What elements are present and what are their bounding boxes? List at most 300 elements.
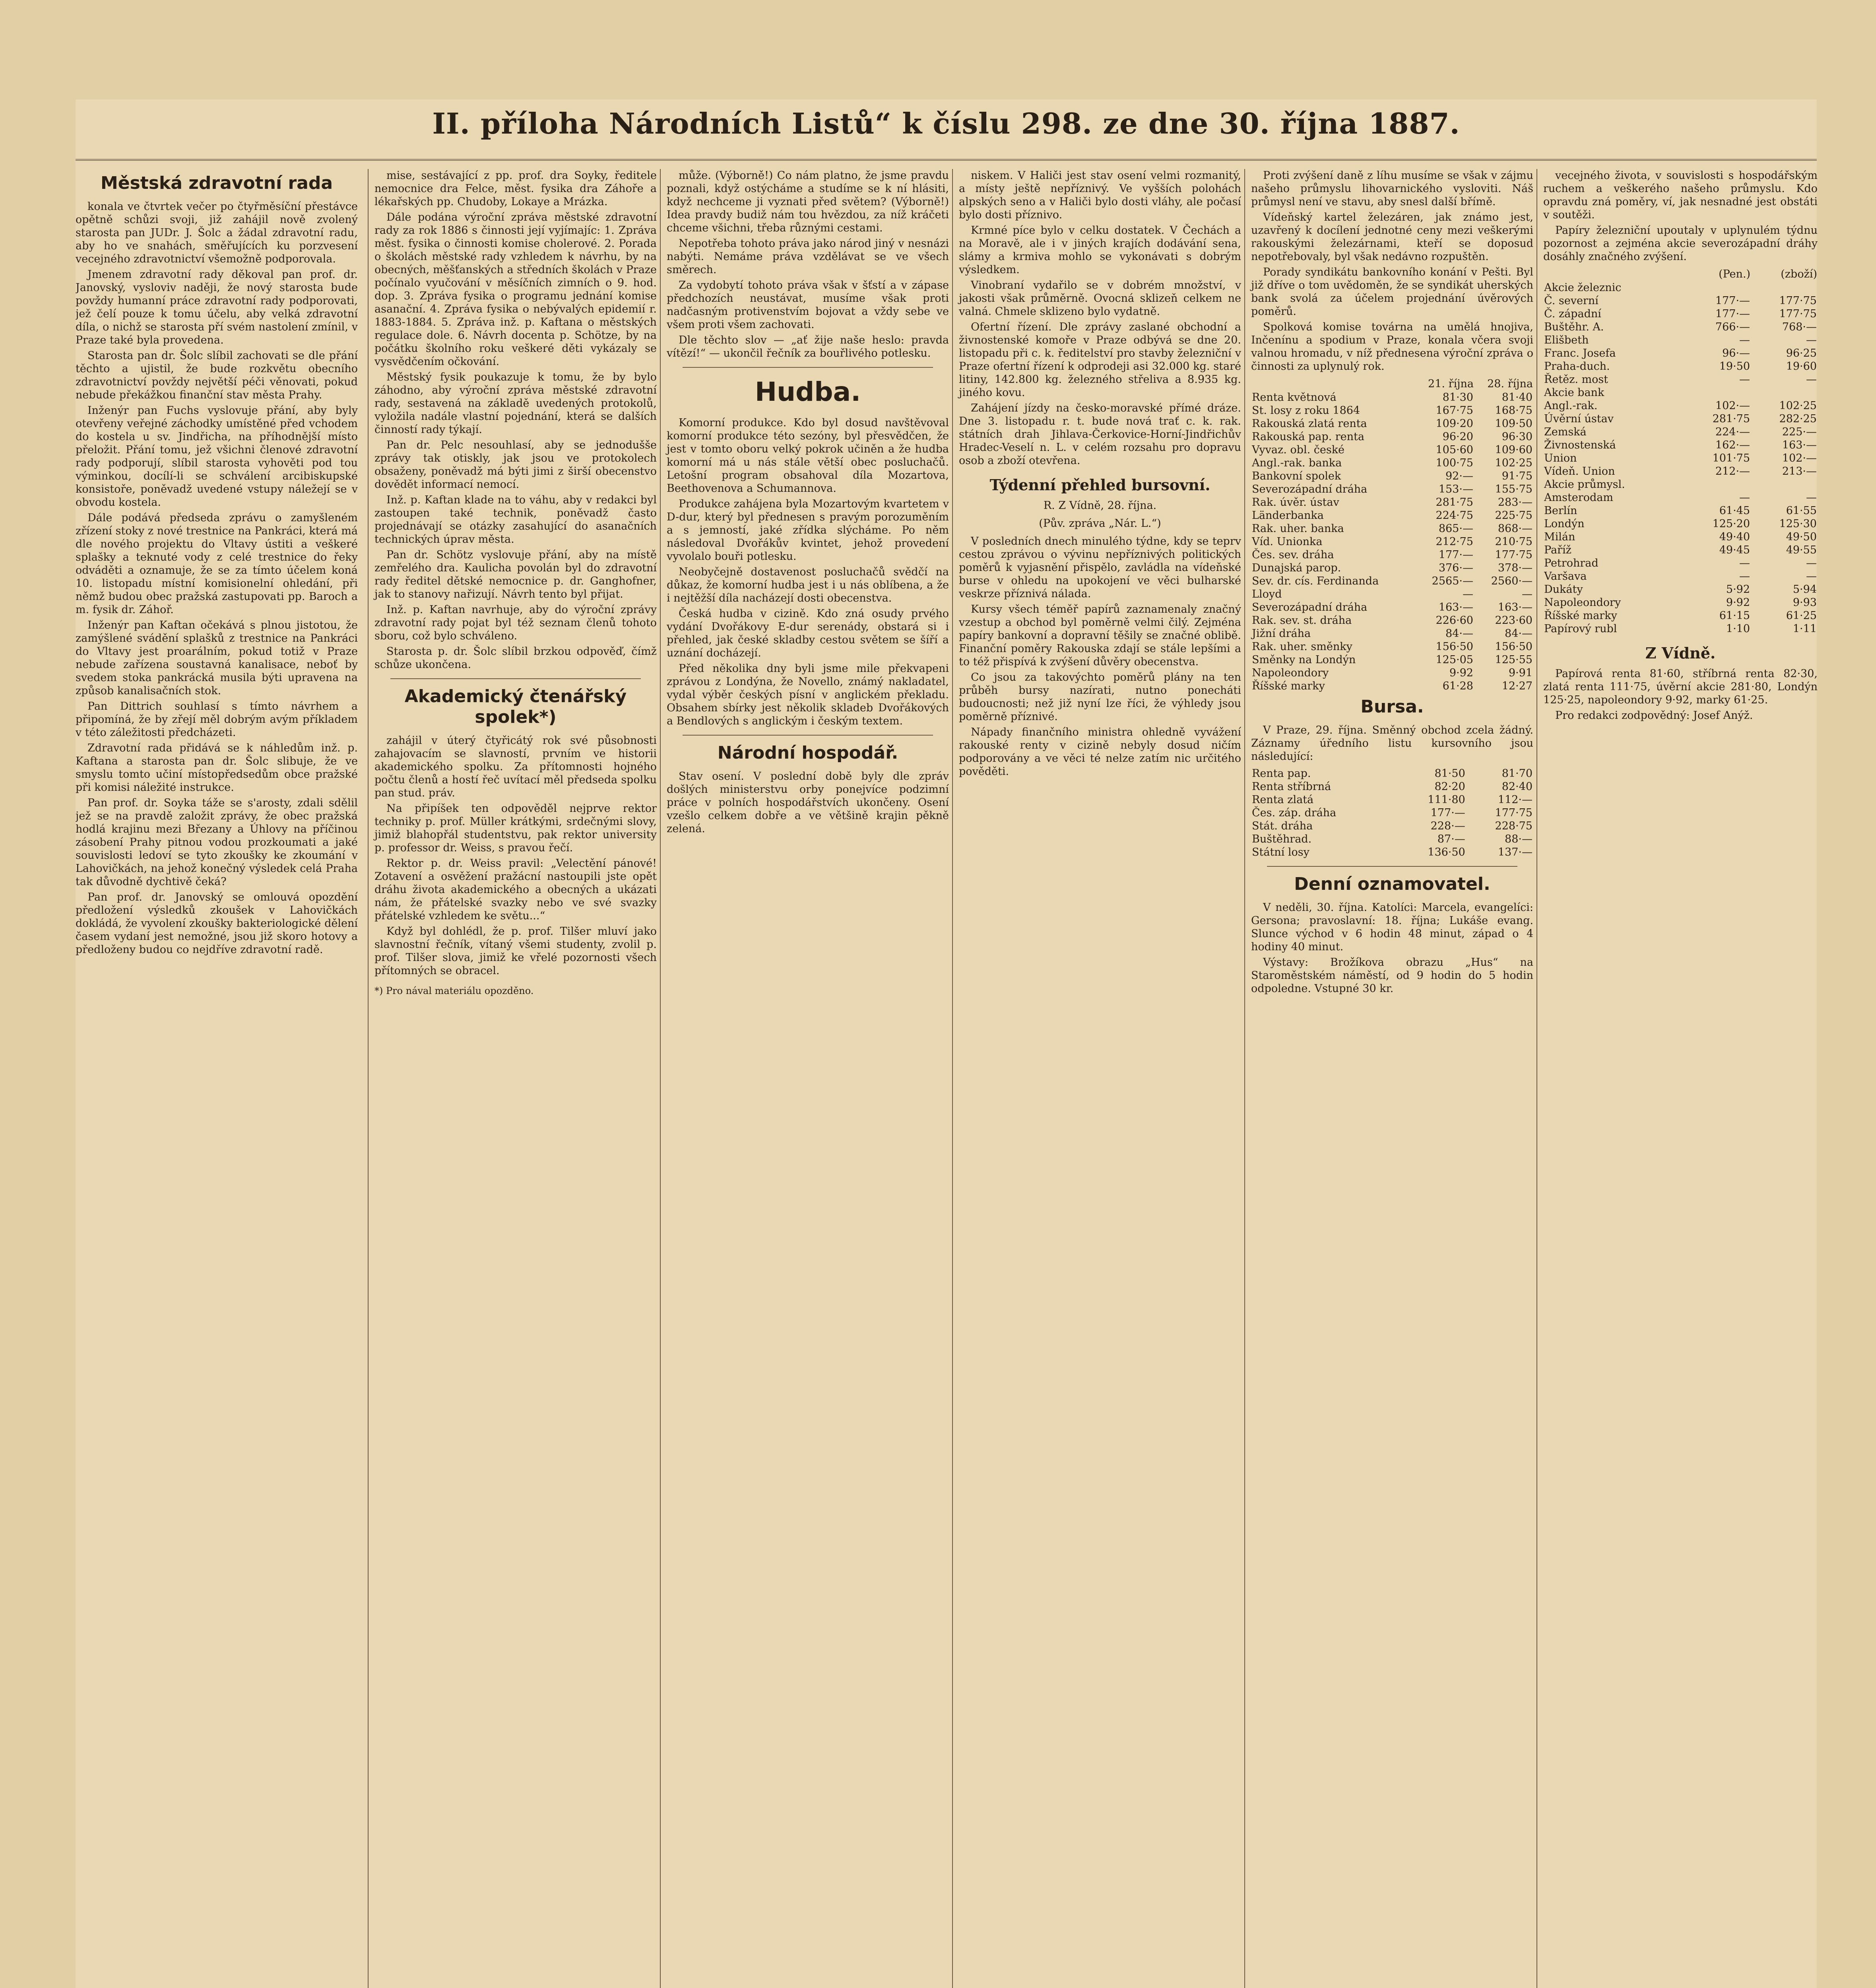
quote-value: 61·55	[1786, 505, 1817, 517]
paragraph: Výstavy: Brožíkova obrazu „Hus“ na Staroměstském náměstí, od 9 hodin do 5 hodin odpoledne. Vstupné 30 kr.	[1251, 956, 1533, 995]
quote-row	[1543, 294, 1818, 307]
paragraph: Starosta p. dr. Šolc slíbil brzkou odpověď, čímž schůze ukončena.	[374, 645, 657, 671]
quote-label: St. losy z roku 1864	[1252, 404, 1360, 417]
quote-value: 84·—	[1505, 627, 1533, 640]
quote-value: 49·45	[1719, 544, 1750, 556]
quote-row	[1543, 622, 1818, 635]
quote-value: 155·75	[1495, 483, 1533, 495]
quote-value: 1·10	[1726, 623, 1750, 635]
quotes-date-2: 28. října	[1487, 378, 1533, 390]
quote-row	[1251, 483, 1533, 496]
quote-label: Živnostenská	[1544, 439, 1616, 451]
quote-label: Vyvaz. obl. české	[1252, 444, 1345, 456]
paragraph: Rektor p. dr. Weiss pravil: „Velectění pánové! Zotavení a osvěžení pražácní nastoupili jste opět dráhu života akademického a obecných a ukázati nám, že přátelské svazky nebo ve své svazky přátelské vzhledem ke světu...“	[374, 857, 657, 922]
footnote: *) Pro nával materiálu opozděno.	[374, 985, 534, 996]
paragraph: Neobyčejně dostavenost posluchačů svědčí na důkaz, že komorní hudba jest i u nás oblíbena, a že i nejtěžší díla nacházejí dosti obecenstva.	[667, 566, 949, 604]
quote-row	[1251, 496, 1533, 509]
paragraph: Stav osení. V poslední době byly dle zpráv došlých ministerstvu orby ponejvíce podzimní práce v polních hospodářstvích ukončeny. Osení vzešlo celkem dobře a ve většině krajin pěkně zelená.	[667, 770, 949, 835]
quote-value: 226·60	[1436, 614, 1473, 627]
paragraph: Komorní produkce. Kdo byl dosud navštěvoval komorní produkce této sezóny, byl přesvědčen, že jest v tomto oboru velký pokrok učiněn a že hudba komorní má u nás stále větší obec posluchačů. Letošní program obsahoval díla Mozartova, Beethovenova a Schumannova.	[667, 417, 949, 495]
paragraph: Nápady finančního ministra ohledně vyvážení rakouské renty v cizině nebyly dosud ničím podporovány a ve věci té nelze zatím nic určitého pověděti.	[959, 726, 1241, 778]
quote-label: Říšské marky	[1252, 680, 1325, 692]
quote-label: Rak. uher. směnky	[1252, 641, 1352, 653]
paragraph: Dále podává předseda zprávu o zamyšleném zřízení stoky z nové trestnice na Pankráci, která má dle nového projektu do Vltavy ústiti a veškeré splašky a teknuté vody z celé trestnice do řeky odváděti a oznamuje, že se za tímto účelem koná 10. listopadu místní komisionelní ohledání, při němž budou obec pražská zastupovati pp. Baroch a m. fysik dr. Záhoř.	[76, 512, 358, 616]
quote-value: 111·80	[1428, 794, 1465, 806]
quote-value: 49·50	[1786, 531, 1817, 543]
quote-value: 88·—	[1505, 833, 1533, 845]
quote-row	[1251, 522, 1533, 535]
quote-value: 225·75	[1495, 509, 1533, 522]
masthead-title: II. příloha Národních Listů“ k číslu 298. ze dne 30. října 1887.	[432, 107, 1460, 140]
quote-label: Akcie průmysl.	[1544, 478, 1625, 491]
quote-label: Rak. úvěr. ústav	[1252, 496, 1339, 509]
article-body	[374, 734, 657, 977]
quote-row	[1251, 780, 1533, 793]
quote-label: Lloyd	[1252, 588, 1282, 600]
quote-label: Státní losy	[1252, 846, 1310, 858]
quote-value: —	[1806, 334, 1817, 346]
quote-label: Dunajská parop.	[1252, 562, 1341, 574]
quote-value: 102·—	[1782, 452, 1817, 464]
quote-label: Papírový rubl	[1544, 623, 1617, 635]
paragraph: Papírová renta 81·60, stříbrná renta 82·30, zlatá renta 111·75, úvěrní akcie 281·80, Londýn 125·25, napoleondory 9·92, marky 61·25.	[1543, 668, 1818, 706]
quote-row	[1251, 391, 1533, 404]
quote-row	[1543, 307, 1818, 320]
article-body	[1543, 169, 1818, 263]
section-heading-weekly-bourse: Týdenní přehled bursovní.	[989, 476, 1211, 494]
article-body	[959, 169, 1241, 467]
paragraph: Papíry železniční upoutaly v uplynulém týdnu pozornost a zejména akcie severozápadní dráhy dosáhly značného zvýšení.	[1543, 224, 1818, 263]
quote-value: 96·30	[1502, 431, 1533, 443]
article-heading-academic-reading-club: Akademický čtenářský spolek*)	[404, 686, 627, 727]
quote-label: Napoleondory	[1252, 667, 1329, 679]
quote-value: 49·40	[1719, 531, 1750, 543]
quote-row	[1251, 640, 1533, 653]
quote-value: 125·20	[1712, 518, 1750, 530]
quote-label: Úvěrní ústav	[1544, 413, 1614, 425]
quote-row	[1251, 819, 1533, 833]
paragraph: niskem. V Haliči jest stav osení velmi rozmanitý, a místy ještě nepříznivý. Ve vyšších polohách alpských seno a v Haliči bylo dosti vláhy, ale počasí bylo dosti příznivo.	[959, 169, 1241, 221]
quote-label: Akcie bank	[1544, 386, 1604, 399]
quote-label: Stát. dráha	[1252, 820, 1313, 832]
quote-value: 87·—	[1437, 833, 1465, 845]
quote-value: —	[1462, 588, 1473, 600]
quote-row	[1543, 530, 1818, 544]
quote-value: 177·75	[1495, 807, 1533, 819]
article-body	[1251, 901, 1533, 995]
newspaper-page	[76, 99, 1817, 1988]
quote-value: 2560·—	[1491, 575, 1533, 587]
quote-row	[1251, 417, 1533, 430]
quote-value: 82·40	[1502, 780, 1533, 793]
quote-value: 91·75	[1502, 470, 1533, 482]
quote-label: Londýn	[1544, 518, 1585, 530]
quote-value: 177·—	[1715, 295, 1750, 307]
quote-label: Renta květnová	[1252, 391, 1337, 404]
quote-row	[1543, 478, 1818, 491]
paragraph: Česká hudba v cizině. Kdo zná osudy prvého vydání Dvořákovy E-dur serenády, obstará si i přehled, jak české skladby cestou světem se šíří a uznání docházejí.	[667, 608, 949, 659]
article-body	[374, 169, 657, 671]
quote-value: —	[1522, 588, 1533, 600]
quote-value: 19·60	[1786, 360, 1817, 373]
quote-value: 84·—	[1445, 627, 1473, 640]
quote-label: Říšské marky	[1544, 610, 1617, 622]
section-heading-bursa: Bursa.	[1360, 697, 1424, 717]
quote-row	[1543, 596, 1818, 609]
quote-value: 281·75	[1712, 413, 1750, 425]
quote-row	[1251, 588, 1533, 601]
quote-value	[1684, 386, 1751, 399]
article-heading-city-health-council: Městská zdravotní rada	[100, 173, 333, 193]
quote-value: 49·55	[1786, 544, 1817, 556]
paragraph: zahájil v úterý čtyřicátý rok své působnosti zahajovacím se slavností, prvním ve historii akademického spolku. Za přítomnosti hojného počtu členů a hostí řeč uvítací měl předseda spolku pan stud. práv.	[374, 734, 657, 799]
quote-value: 82·20	[1434, 780, 1465, 793]
quote-value: 210·75	[1495, 536, 1533, 548]
section-divider	[390, 678, 641, 679]
quote-value: 228·75	[1495, 820, 1533, 832]
rates-table	[1251, 767, 1533, 859]
quote-value: 5·94	[1793, 583, 1817, 596]
quote-label: Union	[1544, 452, 1577, 464]
paragraph: mise, sestávající z pp. prof. dra Soyky, ředitele nemocnice dra Felce, měst. fysika dra Záhoře a lékařských pp. Chudoby, Lokaye a Mrázka.	[374, 169, 657, 208]
quote-label: Čes. sev. dráha	[1252, 549, 1334, 561]
quote-value: 125·05	[1436, 654, 1473, 666]
quote-value: 9·91	[1508, 667, 1533, 679]
paragraph: konala ve čtvrtek večer po čtyřměsíční přestávce opětně schůzi svoji, již zahájil nově zvolený starosta pan JUDr. J. Šolc a žádal zdravotní radu, aby ho ve snahách, směřujících ku porzvesení vecejného zdravotnictví všemožně podporovala.	[76, 200, 358, 265]
quote-row	[1251, 509, 1533, 522]
quote-value	[1684, 281, 1751, 294]
column-3	[660, 169, 949, 1988]
quote-row	[1543, 544, 1818, 557]
quote-label: Severozápadní dráha	[1252, 483, 1368, 495]
quote-value: 137·—	[1498, 846, 1533, 858]
quote-value: 281·75	[1436, 496, 1473, 509]
quote-row	[1251, 846, 1533, 859]
quote-value: 81·70	[1502, 767, 1533, 780]
column-5	[1244, 169, 1533, 1988]
column-1	[76, 169, 358, 1988]
quote-value: 105·60	[1436, 444, 1473, 456]
article-body	[667, 169, 949, 360]
quote-value: 61·28	[1442, 680, 1473, 692]
quote-label: Bankovní spolek	[1252, 470, 1341, 482]
paragraph: Dále podána výroční zpráva městské zdravotní rady za rok 1886 s činnosti její vyjímajíc: 1. Zpráva měst. fysika o činnosti komise cholerové. 2. Porada o školách městské rady vzhledem k návrhu, by na obecných, měšťanských a středních školách v Praze počínalo vyučování v měsíčních zimních o 9. hod. dop. 3. Zpráva fysika o programu jednání komise asanační. 4. Zpráva fysika o nebývalých epidemií r. 1883-1884. 5. Zpráva inž. p. Kaftana o městských regulace dole. 6. Návrh docenta p. Schötze, by na počátku školního roku veškeré děti vykázaly se vysvědčením očkování.	[374, 211, 657, 368]
quote-value: 125·30	[1779, 518, 1817, 530]
quote-label: Buštěhr. A.	[1544, 321, 1604, 333]
quote-row	[1543, 570, 1818, 583]
quote-value: 768·—	[1782, 321, 1817, 333]
quote-row	[1251, 666, 1533, 679]
quote-value: 163·—	[1438, 601, 1473, 613]
bank-quotes-table	[1543, 267, 1818, 635]
quote-row	[1543, 347, 1818, 360]
quote-row	[1543, 360, 1818, 373]
quote-row	[1543, 504, 1818, 517]
quote-value	[1684, 478, 1751, 491]
paragraph: Inženýr pan Kaftan očekává s plnou jistotou, že zamýšlené svádění splašků z trestnice na Pankráci do Vltavy jest proarálním, pokud totiž v Praze nebude zařízena soustavná kanalisace, neboť by svedem stoka pankrácká musila býti upravena na způsob kanalisačních stok.	[76, 619, 358, 697]
quote-value: 96·25	[1786, 347, 1817, 359]
section-heading-vienna: Z Vídně.	[1645, 644, 1716, 662]
paragraph: Za vydobytí tohoto práva však v šťstí a v zápase předchozích neustávat, musíme však proti nadčasným protivenstvím bojovat a vždy sebe ve všem proti všem zachovati.	[667, 279, 949, 331]
paragraph: Inž. p. Kaftan navrhuje, aby do výroční zprávy zdravotní rady pojat byl též seznam členů tohoto sboru, což bylo schváleno.	[374, 604, 657, 642]
quote-label: Länderbanka	[1252, 509, 1324, 522]
paragraph: Pro redakci zodpovědný: Josef Anýž.	[1555, 709, 1753, 722]
quote-value: 9·92	[1449, 667, 1473, 679]
section-divider	[683, 735, 933, 736]
quote-value: 213·—	[1782, 465, 1817, 478]
quote-label: Franc. Josefa	[1544, 347, 1616, 359]
dateline: R. Z Vídně, 28. října.	[1043, 499, 1157, 512]
quote-value: 224·75	[1436, 509, 1473, 522]
paragraph: Když byl dohlédl, že p. prof. Tilšer mluví jako slavnostní řečník, vítaný všemi studenty, zvolil p. prof. Tilšer slova, jimiž ke vřelé pozornosti všech přítomných se obracel.	[374, 925, 657, 977]
section-heading-daily-announcer: Denní oznamovatel.	[1294, 874, 1490, 894]
quote-value: 766·—	[1715, 321, 1750, 333]
article-body	[76, 200, 358, 956]
quote-row	[1543, 334, 1818, 347]
quote-label: Vídeň. Union	[1544, 465, 1615, 478]
section-divider	[1267, 866, 1517, 867]
article-body	[959, 535, 1241, 778]
quote-label: Č. západní	[1544, 308, 1601, 320]
quote-value: 1·11	[1793, 623, 1817, 635]
quote-row	[1543, 425, 1818, 439]
paragraph: Pan prof. dr. Janovský se omlouvá opozdění předložení výsledků zkoušek v Lahovičkách dokládá, že vyvolení zkoušky bakteriologické dělení časem vydaní jest nemožné, jsou již skoro hotovy a předloženy budou co nejdříve zdravotní radě.	[76, 891, 358, 956]
quote-label: Napoleondory	[1544, 596, 1621, 609]
paragraph: Starosta pan dr. Šolc slíbil zachovati se dle přání těchto a ujistil, že bude rozkvětu obecního zdravotnictví povždy největší péči věnovati, pokud nebude překážkou finanční stav města Prahy.	[76, 349, 358, 401]
quote-row	[1251, 793, 1533, 806]
article-body	[1251, 169, 1533, 373]
quote-value: 109·50	[1495, 417, 1533, 430]
quote-value: 92·—	[1445, 470, 1473, 482]
quote-row	[1251, 767, 1533, 780]
article-body	[667, 416, 949, 728]
paragraph: Vídeňský kartel železáren, jak známo jest, uzavřený k docílení jednotné ceny mezi veškerými rakouskými železárnami, kteří se doposud nepotřebovaly, byl však nedávno rozpuštěn.	[1251, 211, 1533, 263]
quote-value: 177·75	[1495, 549, 1533, 561]
quote-row	[1251, 833, 1533, 846]
quote-value: 136·50	[1428, 846, 1465, 858]
quote-label: Elišbeth	[1544, 334, 1589, 346]
paragraph: Krmné píce bylo v celku dostatek. V Čechách a na Moravě, ale i v jiných krajích dodávání sena, slámy a krmiva mohlo se vykonávati s dobrým výsledkem.	[959, 224, 1241, 276]
paragraph: Co jsou za takovýchto poměrů plány na ten průběh bursy nazírati, nutno ponecháti budoucnosti; než již nyní lze říci, že výhledy jsou poměrně příznivé.	[959, 671, 1241, 723]
paragraph: Spolková komise továrna na umělá hnojiva, Inčenínu a spodium v Praze, konala včera svoji valnou hromadu, v níž přednesena výroční zpráva o činnosti za uplynulý rok.	[1251, 321, 1533, 373]
quote-label: Rakouská pap. renta	[1252, 431, 1364, 443]
quote-value: —	[1739, 557, 1750, 569]
quote-value: 163·—	[1782, 439, 1817, 451]
source-note: (Pův. zpráva „Nár. L.“)	[1039, 517, 1161, 530]
paragraph: Vinobraní vydařilo se v dobrém množství, v jakosti však průměrně. Ovocná sklizeň celkem ne valná. Chmele sklizeno bylo vydatně.	[959, 279, 1241, 318]
quote-value: —	[1739, 373, 1750, 386]
quote-value: 9·92	[1726, 596, 1750, 609]
paragraph: Jmenem zdravotní rady děkoval pan prof. dr. Janovský, vysloviv naději, že nový starosta bude povždy humanní práce zdravotní rady podporovati, jež čelí pouze k tomu účelu, aby velká zdravotní díla, o nichž se starosta pří svém nastolení zmínil, v Praze také byla provedena.	[76, 268, 358, 346]
quote-value: 12·27	[1502, 680, 1533, 692]
quote-row	[1543, 281, 1818, 294]
quote-row	[1251, 470, 1533, 483]
quote-value: 177·—	[1430, 807, 1465, 819]
quote-label: Rak. uher. banka	[1252, 522, 1344, 535]
quote-value: 282·25	[1779, 413, 1817, 425]
quotes-table	[1251, 377, 1533, 693]
quote-value: —	[1739, 334, 1750, 346]
section-divider	[683, 367, 933, 368]
quote-label: Rak. sev. st. dráha	[1252, 614, 1352, 627]
quote-row	[1543, 439, 1818, 452]
quote-label: Praha-duch.	[1544, 360, 1610, 373]
paragraph: V posledních dnech minulého týdne, kdy se teprv cestou zprávou o vývinu nepříznivých politických poměrů k vyjasnění přispělo, zavládla na vídeňské burse v ohledu na upokojení ve věci bulharské veskrze příznivá nálada.	[959, 535, 1241, 600]
quote-row	[1543, 320, 1818, 334]
quote-row	[1251, 561, 1533, 575]
quote-row	[1251, 535, 1533, 548]
quote-row	[1251, 627, 1533, 640]
paragraph: Dle těchto slov — „ať žije naše heslo: pravda vítězí!“ — ukončil řečník za bouřlivého potlesku.	[667, 334, 949, 359]
quote-row	[1543, 373, 1818, 386]
paragraph: V neděli, 30. října. Katolíci: Marcela, evangelíci: Gersona; pravoslavní: 18. října; Lukáše evang. Slunce východ v 6 hodin 48 minut, západ o 4 hodiny 40 minut.	[1251, 901, 1533, 953]
paragraph: Kursy všech téměř papírů zaznamenaly značný vzestup a obchod byl poměrně velmi čilý. Zejména papíry bankovní a dopravní těšily se značné oblibě. Finanční poměry Rakouska zdají se stále lepšími a to též přispívá k zvýšení důvěry obecenstva.	[959, 603, 1241, 668]
quote-value: —	[1739, 570, 1750, 582]
quote-value: —	[1806, 373, 1817, 386]
quote-value: 61·15	[1719, 610, 1750, 622]
quote-value: 162·—	[1715, 439, 1750, 451]
quote-value: 156·50	[1436, 641, 1473, 653]
quote-value: 109·60	[1495, 444, 1533, 456]
quote-label: Č. severní	[1544, 295, 1599, 307]
quote-value: 19·50	[1719, 360, 1750, 373]
quote-value: —	[1806, 557, 1817, 569]
quote-value: 81·40	[1502, 391, 1533, 404]
quote-value: 153·—	[1438, 483, 1473, 495]
quote-value: 225·—	[1782, 426, 1817, 438]
quote-row	[1251, 806, 1533, 819]
quote-value: 177·75	[1779, 295, 1817, 307]
quote-row	[1543, 399, 1818, 412]
quote-label: Buštěhrad.	[1252, 833, 1312, 845]
quote-row	[1251, 601, 1533, 614]
quote-label: Rakouská zlatá renta	[1252, 417, 1367, 430]
quote-value: 223·60	[1495, 614, 1533, 627]
quote-value: 865·—	[1438, 522, 1473, 535]
quote-value: 102·25	[1779, 400, 1817, 412]
quote-row	[1543, 452, 1818, 465]
quote-value: —	[1806, 491, 1817, 504]
quote-value: —	[1806, 570, 1817, 582]
quote-value: 228·—	[1430, 820, 1465, 832]
paragraph: Zdravotní rada přidává se k náhledům inž. p. Kaftana a starosta pan dr. Šolc slibuje, že ve smyslu tomto učiní místopředsedům obce pražské při komisi náležité instrukce.	[76, 742, 358, 794]
quote-label: Amsterodam	[1544, 491, 1613, 504]
paragraph: Inž. p. Kaftan klade na to váhu, aby v redakci byl zastoupen také technik, poněvadž často projednávají se otázky zasahující do asanačních technických úprav města.	[374, 494, 657, 546]
quote-value: 102·25	[1495, 457, 1533, 469]
paragraph: Pan dr. Pelc nesouhlasí, aby se jednodušše zprávy tak otiskly, jak jsou ve protokolech obsaženy, poněvadž má býti jimi z širší obecenstvo dovědět informací nemocí.	[374, 439, 657, 491]
bank-col-b: (zboží)	[1781, 268, 1817, 280]
paragraph: Před několika dny byli jsme mile překvapeni zprávou z Londýna, že Novello, známý nakladatel, vydal výběr českých písní v anglickém překladu. Obsahem sbírky jest několik skladeb Dvořákových a Bendlových s anglickým i českým textem.	[667, 662, 949, 727]
quote-row	[1543, 386, 1818, 399]
bank-col-a: (Pen.)	[1719, 268, 1751, 280]
quote-value: 102·—	[1715, 400, 1750, 412]
quote-label: Varšava	[1544, 570, 1587, 582]
column-2	[368, 169, 657, 1988]
quote-value: 177·—	[1438, 549, 1473, 561]
quote-label: Řetěz. most	[1544, 373, 1608, 386]
quote-label: Čes. záp. dráha	[1252, 807, 1337, 819]
article-body	[667, 770, 949, 835]
quote-label: Jižní dráha	[1252, 627, 1311, 640]
quote-value: 61·45	[1719, 505, 1750, 517]
paragraph: Pan dr. Schötz vyslovuje přání, aby na místě zemřelého dra. Kaulicha povolán byl do zdravotní rady ředitel dětské nemocnice p. dr. Ganghofner, jak to stanovy nařizují. Návrh tento byl přijat.	[374, 549, 657, 600]
section-heading-music: Hudba.	[755, 377, 861, 407]
quote-value: 378·—	[1498, 562, 1533, 574]
paragraph: Městský fysik poukazuje k tomu, že by bylo záhodno, aby výroční zpráva městské zdravotní rady, sestavená na základě uvedených protokolů, vyložila nadále vlastní pojednání, která se dalších činností rady týkají.	[374, 371, 657, 436]
quote-label: Sev. dr. cís. Ferdinanda	[1252, 575, 1379, 587]
quote-label: Angl.-rak. banka	[1252, 457, 1342, 469]
quote-value: 109·20	[1436, 417, 1473, 430]
paragraph: Produkce zahájena byla Mozartovým kvartetem v D-dur, který byl přednesen s pravým porozuměním a s jemností, jaké zřídka slýcháme. Po něm následoval Dvořákův kvintet, jehož provedení vyvolalo bouři potlesku.	[667, 498, 949, 563]
quote-value: 125·55	[1495, 654, 1533, 666]
section-heading-national-economy: Národní hospodář.	[717, 743, 898, 763]
quote-value: 2565·—	[1432, 575, 1473, 587]
quote-row	[1543, 609, 1818, 622]
quote-value: 112·—	[1498, 794, 1533, 806]
paragraph: může. (Výborně!) Co nám platno, že jsme pravdu poznali, když ostýcháme a studíme se k ní hlásiti, když nechceme ji vyznati před světem? (Výborně!) Idea pravdy budiž nám tou hvězdou, za níž kráčeti chceme všichni, třeba různými cestami.	[667, 169, 949, 234]
quote-row	[1251, 456, 1533, 470]
paragraph: Porady syndikátu bankovního konání v Pešti. Byl již dříve o tom uvědoměn, že se syndikát uherských bank svolá za účelem projednání úvěrových poměrů.	[1251, 266, 1533, 318]
quote-value: —	[1739, 491, 1750, 504]
paragraph: Na připíšek ten odpověděl nejprve rektor techniky p. prof. Müller krátkými, srdečnými slovy, jimiž blahopřál studentstvu, pak rektor university p. professor dr. Weiss, s pravou řečí.	[374, 802, 657, 854]
quote-value: 283·—	[1498, 496, 1533, 509]
quote-value: 868·—	[1498, 522, 1533, 535]
quote-label: Paříž	[1544, 544, 1571, 556]
quote-label: Renta stříbrná	[1252, 780, 1331, 793]
quote-value: 81·30	[1442, 391, 1473, 404]
quote-label: Dukáty	[1544, 583, 1583, 596]
article-body	[1543, 667, 1818, 722]
quote-label: Akcie železnic	[1544, 282, 1622, 294]
paragraph: Pan prof. dr. Soyka táže se s'arosty, zdali sdělil jež se na pravdě založit zprávy, že obec pražská hodlá krajinu mezi Březany a Úhlovy na příčinou zásobení Prahy pitnou vodou prozkoumati a jaké souvislosti ledoví se tyto zkoušky ke zkoumání v Lahovičkách, na jehož konečný výsledek celá Praha tak důvodně dychtivě čeká?	[76, 797, 358, 888]
quote-value	[1751, 386, 1818, 399]
quotes-date-1: 21. října	[1428, 378, 1474, 390]
paragraph: Pan Dittrich souhlasí s tímto návrhem a připomíná, že by zřejí měl dobrým avým příkladem v této záležitosti předcházeti.	[76, 700, 358, 739]
quote-value: 5·92	[1726, 583, 1750, 596]
quote-value: 100·75	[1436, 457, 1473, 469]
paragraph: vecejného života, v souvislosti s hospodářským ruchem a veškerého našeho průmyslu. Kdo opravdu zná poměry, ví, jak nesnadné jest obstáti v soutěži.	[1543, 169, 1818, 221]
quote-value: 96·—	[1722, 347, 1750, 359]
quote-label: Petrohrad	[1544, 557, 1599, 569]
quote-row	[1543, 583, 1818, 596]
quote-row	[1543, 557, 1818, 570]
quote-label: Renta pap.	[1252, 767, 1311, 780]
paragraph: V Praze, 29. října. Směnný obchod zcela žádný. Záznamy úředního listu kursovního jsou následující:	[1251, 724, 1533, 763]
quote-value	[1751, 281, 1818, 294]
quote-value: 101·75	[1712, 452, 1750, 464]
quote-label: Angl.-rak.	[1544, 400, 1598, 412]
quote-label: Berlín	[1544, 505, 1577, 517]
quote-row	[1251, 614, 1533, 627]
quote-value: 224·—	[1715, 426, 1750, 438]
paragraph: Zahájení jízdy na česko-moravské přímé dráze. Dne 3. listopadu r. t. bude nová trať c. k. rak. státních drah Jihlava-Čerkovice-Horní-Jindřichův Hradec-Veselí n. L. v celém rozsahu pro dopravu osob a zboží otevřena.	[959, 402, 1241, 467]
quote-row	[1251, 548, 1533, 561]
quote-value: 9·93	[1793, 596, 1817, 609]
quote-value: 168·75	[1495, 404, 1533, 417]
column-4	[952, 169, 1241, 1988]
quote-row	[1251, 653, 1533, 666]
paragraph: Ofertní řízení. Dle zprávy zaslané obchodní a živnostenské komoře v Praze odbývá se dne 20. listopadu při c. k. ředitelství pro stavby železniční v Praze ofertní řízení k odprodeji asi 32.000 kg. staré litiny, 142.800 kg. železného střeliva a 8.935 kg. jiného kovu.	[959, 321, 1241, 399]
paragraph: Proti zvýšení daně z líhu musíme se však v zájmu našeho průmyslu lihovarnického vysloviti. Náš průmysl není ve stavu, aby snesl další břímě.	[1251, 169, 1533, 208]
column-6	[1536, 169, 1818, 1988]
quote-label: Víd. Unionka	[1252, 536, 1323, 548]
paragraph: Inženýr pan Fuchs vyslovuje přání, aby byly otevřeny veřejné záchodky umístěné před vchodem do kostela u sv. Jindřicha, na příhodnější místo přeložit. Přání tomu, jež všichni členové zdravotní rady podporují, slíbil starosta vyhověti pod tou výminkou, docílí-li se schválení arcibiskupské konsistoře, poněvadž uvedené vstupy náležejí se v obvodu kostela.	[76, 404, 358, 509]
quote-value: 177·75	[1779, 308, 1817, 320]
quote-row	[1251, 575, 1533, 588]
masthead	[76, 99, 1817, 161]
quote-label: Směnky na Londýn	[1252, 654, 1356, 666]
quote-label: Severozápadní dráha	[1252, 601, 1368, 613]
